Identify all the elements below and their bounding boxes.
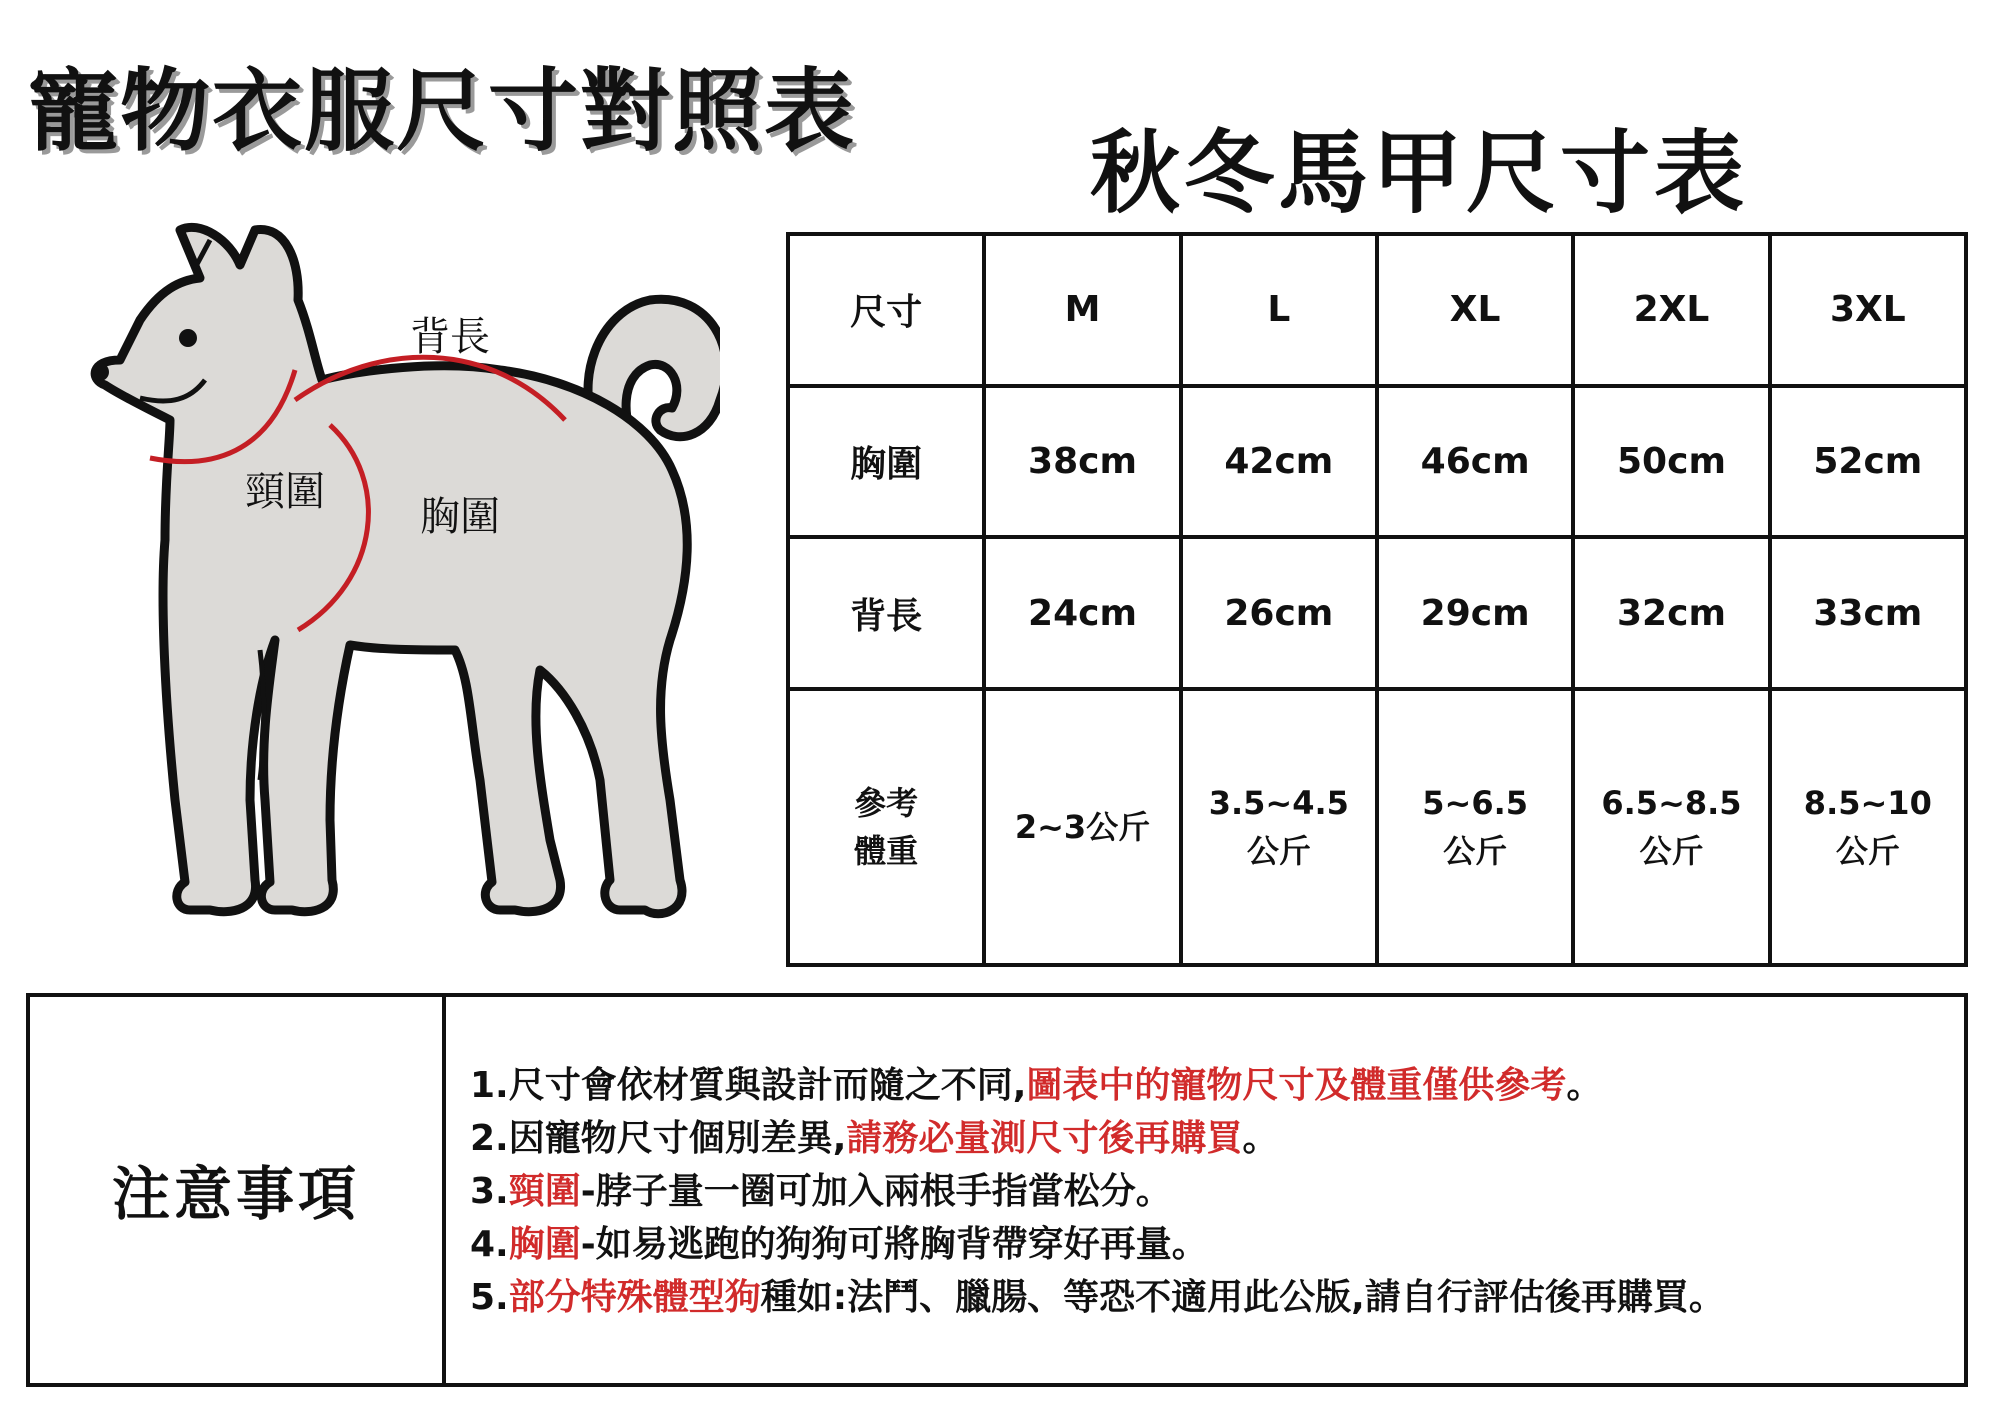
header-cell: 3XL [1770, 234, 1966, 386]
note-number: 1. [470, 1065, 509, 1106]
note-highlight: 部分特殊體型狗 [508, 1277, 761, 1318]
note-number: 3. [470, 1171, 509, 1212]
row-label [788, 689, 984, 965]
table-cell: 50cm [1573, 386, 1769, 538]
table-cell: 33cm [1770, 537, 1966, 689]
note-text: 。 [1242, 1118, 1279, 1159]
header-cell: 2XL [1573, 234, 1769, 386]
row-label-line: 參考 [854, 784, 919, 823]
cell-line: 2~3公斤 [1014, 808, 1151, 847]
table-cell: 52cm [1770, 386, 1966, 538]
dog-eye [179, 329, 197, 347]
note-text: 尺寸會依材質與設計而隨之不同, [508, 1065, 1027, 1106]
chest-label: 胸圍 [420, 494, 500, 540]
table-row [788, 537, 1966, 689]
cell-line: 6.5~8.5 [1601, 784, 1742, 823]
note-item [470, 1165, 1944, 1218]
table-cell [984, 689, 1180, 965]
header-cell: 尺寸 [788, 234, 984, 386]
note-text: 種如:法鬥、臘腸、等恐不適用此公版,請自行評估後再購買。 [760, 1277, 1725, 1318]
table-header-row [788, 234, 1966, 386]
table-cell: 46cm [1377, 386, 1573, 538]
table-cell [1573, 689, 1769, 965]
note-text: -脖子量一圈可加入兩根手指當松分。 [580, 1171, 1172, 1212]
table-cell: 29cm [1377, 537, 1573, 689]
note-highlight: 胸圍 [508, 1224, 581, 1265]
note-text: 。 [1566, 1065, 1603, 1106]
cell-line: 公斤 [1835, 832, 1900, 871]
row-label: 胸圍 [788, 386, 984, 538]
note-item [470, 1059, 1944, 1112]
cell-line: 公斤 [1246, 832, 1311, 871]
cell-line: 公斤 [1639, 832, 1704, 871]
cell-line: 公斤 [1443, 832, 1508, 871]
note-item [470, 1271, 1944, 1324]
notes-divider [442, 997, 446, 1383]
note-text: -如易逃跑的狗狗可將胸背帶穿好再量。 [580, 1224, 1208, 1265]
dog-nose [91, 363, 109, 381]
notes-box [26, 993, 1968, 1387]
table-row [788, 386, 1966, 538]
row-label-line: 體重 [854, 832, 919, 871]
table-cell [1770, 689, 1966, 965]
cell-line: 5~6.5 [1422, 784, 1529, 823]
cell-line: 3.5~4.5 [1208, 784, 1349, 823]
table-cell: 24cm [984, 537, 1180, 689]
back-length-label: 背長 [410, 314, 490, 360]
dog-illustration [60, 220, 720, 940]
table-cell: 42cm [1181, 386, 1377, 538]
header-cell: XL [1377, 234, 1573, 386]
note-number: 4. [470, 1224, 509, 1265]
dog-measurement-diagram [60, 220, 720, 940]
table-cell: 26cm [1181, 537, 1377, 689]
note-number: 2. [470, 1118, 509, 1159]
notes-list [470, 1059, 1944, 1324]
header-cell: L [1181, 234, 1377, 386]
row-label: 背長 [788, 537, 984, 689]
neck-label: 頸圍 [245, 469, 325, 515]
note-text: 因寵物尺寸個別差異, [508, 1118, 847, 1159]
table-cell: 38cm [984, 386, 1180, 538]
table-row [788, 689, 1966, 965]
header-cell: M [984, 234, 1180, 386]
note-highlight: 圖表中的寵物尺寸及體重僅供參考 [1026, 1065, 1567, 1106]
table-cell [1377, 689, 1573, 965]
note-item [470, 1112, 1944, 1165]
table-cell [1181, 689, 1377, 965]
note-number: 5. [470, 1277, 509, 1318]
cell-line: 8.5~10 [1803, 784, 1932, 823]
note-highlight: 請務必量測尺寸後再購買 [846, 1118, 1243, 1159]
note-item [470, 1218, 1944, 1271]
notes-heading: 注意事項 [111, 1160, 360, 1228]
size-table [786, 232, 1968, 967]
table-cell: 32cm [1573, 537, 1769, 689]
table-title: 秋冬馬甲尺寸表 [1090, 121, 1748, 226]
main-title: 寵物衣服尺寸對照表 [28, 59, 856, 164]
note-highlight: 頸圍 [508, 1171, 581, 1212]
